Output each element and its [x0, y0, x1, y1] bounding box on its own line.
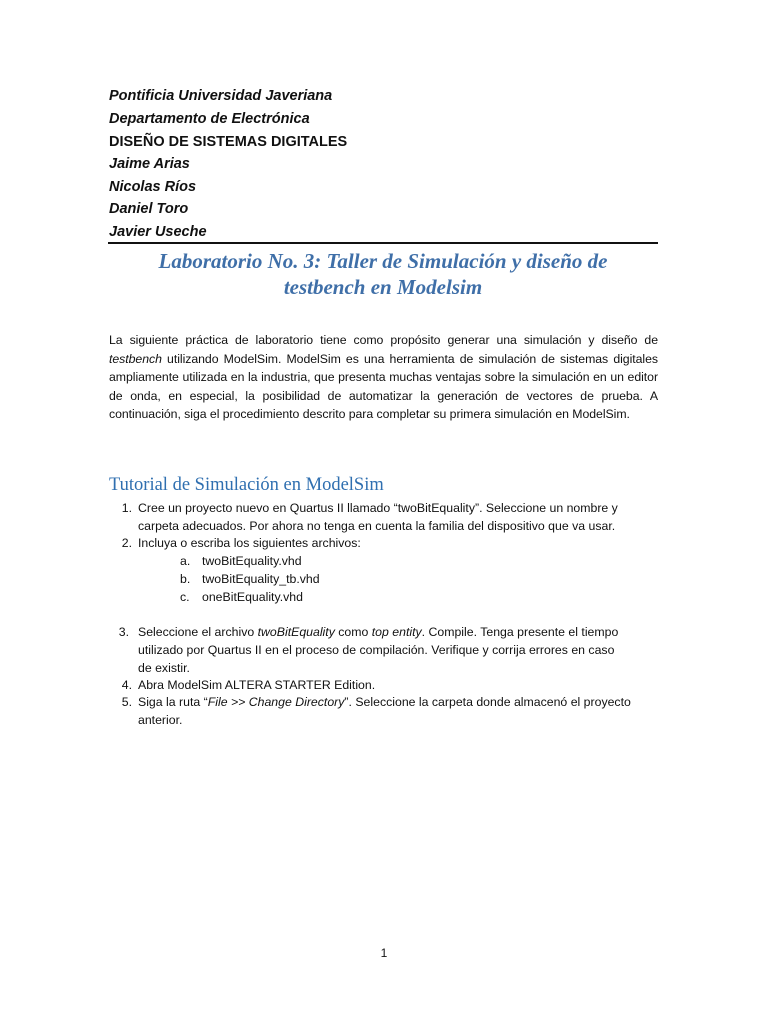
file-item-c-letter: c.	[180, 590, 190, 604]
intro-text-2: utilizando ModelSim. ModelSim es una herramienta de simulación de sistemas digitales ampliamente utilizada en la industria, que presenta muchas ventajas sobre la simulación en un editor de onda, en especial, la posibilidad de automatizar la generación de vectores de prueba. A continuación, siga el procedimiento descrito para completar su primera simulación en ModelSim.	[109, 351, 658, 422]
step-1	[108, 499, 668, 535]
file-item-a	[180, 552, 302, 570]
step-3-emphasis-entity: top entity	[371, 625, 422, 639]
step-2-line-1: Incluya o escriba los siguientes archivos:	[138, 536, 361, 550]
step-1-number: 1.	[121, 501, 132, 515]
step-5-number: 5.	[121, 695, 132, 709]
step-3-line-3: de existir.	[138, 661, 190, 675]
file-item-b-letter: b.	[180, 572, 191, 586]
step-3-text-mid: como	[334, 625, 372, 639]
title-line-2: testbench en Modelsim	[283, 275, 483, 299]
page-number: 1	[380, 946, 388, 960]
document-title	[108, 248, 658, 300]
step-3-emphasis-file: twoBitEquality	[257, 625, 335, 639]
step-3-text-post: . Compile. Tenga presente el tiempo	[421, 625, 619, 639]
file-item-a-name: twoBitEquality.vhd	[202, 554, 302, 568]
intro-text-1: La siguiente práctica de laboratorio tiene como propósito generar una simulación y diseño de	[109, 333, 658, 347]
step-1-line-2: carpeta adecuados. Por ahora no tenga en cuenta la familia del dispositivo que va usar.	[138, 519, 616, 533]
step-5-emphasis-path: File >> Change Directory	[207, 695, 345, 709]
step-4-number: 4.	[121, 678, 132, 692]
file-item-b-name: twoBitEquality_tb.vhd	[202, 572, 320, 586]
step-5-text-post: ”. Seleccione la carpeta donde almacenó el proyecto	[344, 695, 631, 709]
intro-paragraph	[109, 331, 658, 424]
file-item-b	[180, 570, 320, 588]
university-name: Pontificia Universidad Javeriana	[109, 88, 333, 104]
file-item-c	[180, 588, 303, 606]
step-3-text-pre: Seleccione el archivo	[138, 625, 258, 639]
intro-emphasis-testbench: testbench	[109, 351, 162, 366]
step-5-line-1	[138, 693, 668, 711]
step-5	[108, 693, 668, 729]
course-name: DISEÑO DE SISTEMAS DIGITALES	[109, 134, 348, 150]
section-heading: Tutorial de Simulación en ModelSim	[109, 475, 384, 495]
step-5-text-pre: Siga la ruta “	[138, 695, 208, 709]
author-4: Javier Useche	[109, 224, 207, 240]
step-3-number: 3.	[118, 625, 129, 639]
step-2	[108, 534, 668, 552]
step-3	[113, 623, 673, 677]
author-1: Jaime Arias	[109, 156, 190, 172]
step-5-line-2: anterior.	[138, 713, 183, 727]
step-4-line-1: Abra ModelSim ALTERA STARTER Edition.	[138, 678, 376, 692]
file-item-a-letter: a.	[180, 554, 191, 568]
step-2-number: 2.	[121, 536, 132, 550]
step-3-line-1	[138, 623, 668, 641]
department-name: Departamento de Electrónica	[109, 111, 310, 127]
header-divider	[108, 242, 658, 244]
step-3-line-2: utilizado por Quartus II en el proceso de compilación. Verifique y corrija errores en caso	[138, 643, 615, 657]
author-3: Daniel Toro	[109, 201, 189, 217]
author-2: Nicolas Ríos	[109, 179, 197, 195]
file-item-c-name: oneBitEquality.vhd	[202, 590, 303, 604]
step-4	[108, 676, 668, 694]
title-line-1: Laboratorio No. 3: Taller de Simulación y diseño de	[158, 249, 608, 273]
step-1-line-1: Cree un proyecto nuevo en Quartus II llamado “twoBitEquality”. Seleccione un nombre y	[138, 501, 618, 515]
